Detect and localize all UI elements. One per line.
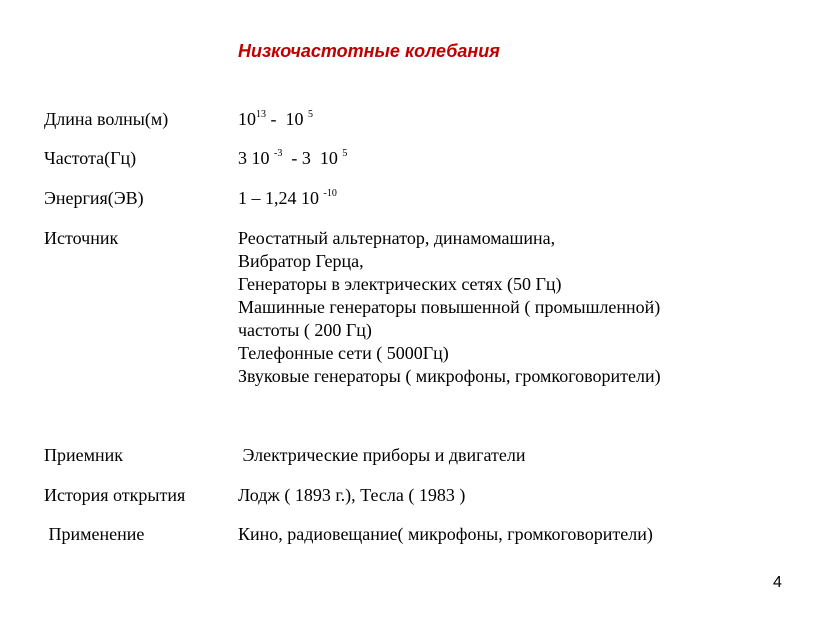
source-line: Генераторы в электрических сетях (50 Гц) (238, 274, 562, 294)
wavelength-exp-from: 13 (256, 109, 266, 120)
source-line: частоты ( 200 Гц) (238, 320, 372, 340)
wavelength-exp-to: 5 (308, 109, 313, 120)
application-value: Кино, радиовещание( микрофоны, громкоговорители) (238, 524, 653, 544)
frequency-label: Частота(Гц) (44, 148, 137, 168)
wavelength-separator: - 10 (266, 109, 308, 129)
source-line: Машинные генераторы повышенной ( промышленной) (238, 297, 661, 317)
energy-label: Энергия(ЭВ) (44, 188, 144, 208)
source-label: Источник (44, 228, 119, 248)
application-label: Применение (44, 524, 145, 544)
frequency-exp-to: 5 (342, 148, 348, 159)
energy-exp: -10 (323, 188, 337, 199)
source-line: Звуковые генераторы ( микрофоны, громкоговорители) (238, 366, 661, 386)
frequency-value (238, 147, 347, 170)
history-label: История открытия (44, 485, 186, 505)
frequency-separator: - 3 10 (282, 148, 343, 168)
receiver-value: Электрические приборы и двигатели (238, 445, 526, 465)
source-line: Реостатный альтернатор, динамомашина, (238, 228, 556, 248)
slide-title: Низкочастотные колебания (238, 41, 500, 61)
wavelength-value (238, 108, 313, 131)
frequency-exp-from: -3 (274, 148, 283, 159)
source-line: Вибратор Герца, (238, 251, 364, 271)
source-list (238, 227, 661, 388)
wavelength-base: 10 (238, 109, 256, 129)
wavelength-label: Длина волны(м) (44, 109, 169, 129)
history-value: Лодж ( 1893 г.), Тесла ( 1983 ) (238, 485, 466, 505)
page-number: 4 (773, 574, 782, 591)
energy-value (238, 187, 337, 210)
energy-base: 1 – 1,24 10 (238, 188, 324, 208)
source-line: Телефонные сети ( 5000Гц) (238, 343, 449, 363)
frequency-base: 3 10 (238, 148, 274, 168)
receiver-label: Приемник (44, 445, 124, 465)
